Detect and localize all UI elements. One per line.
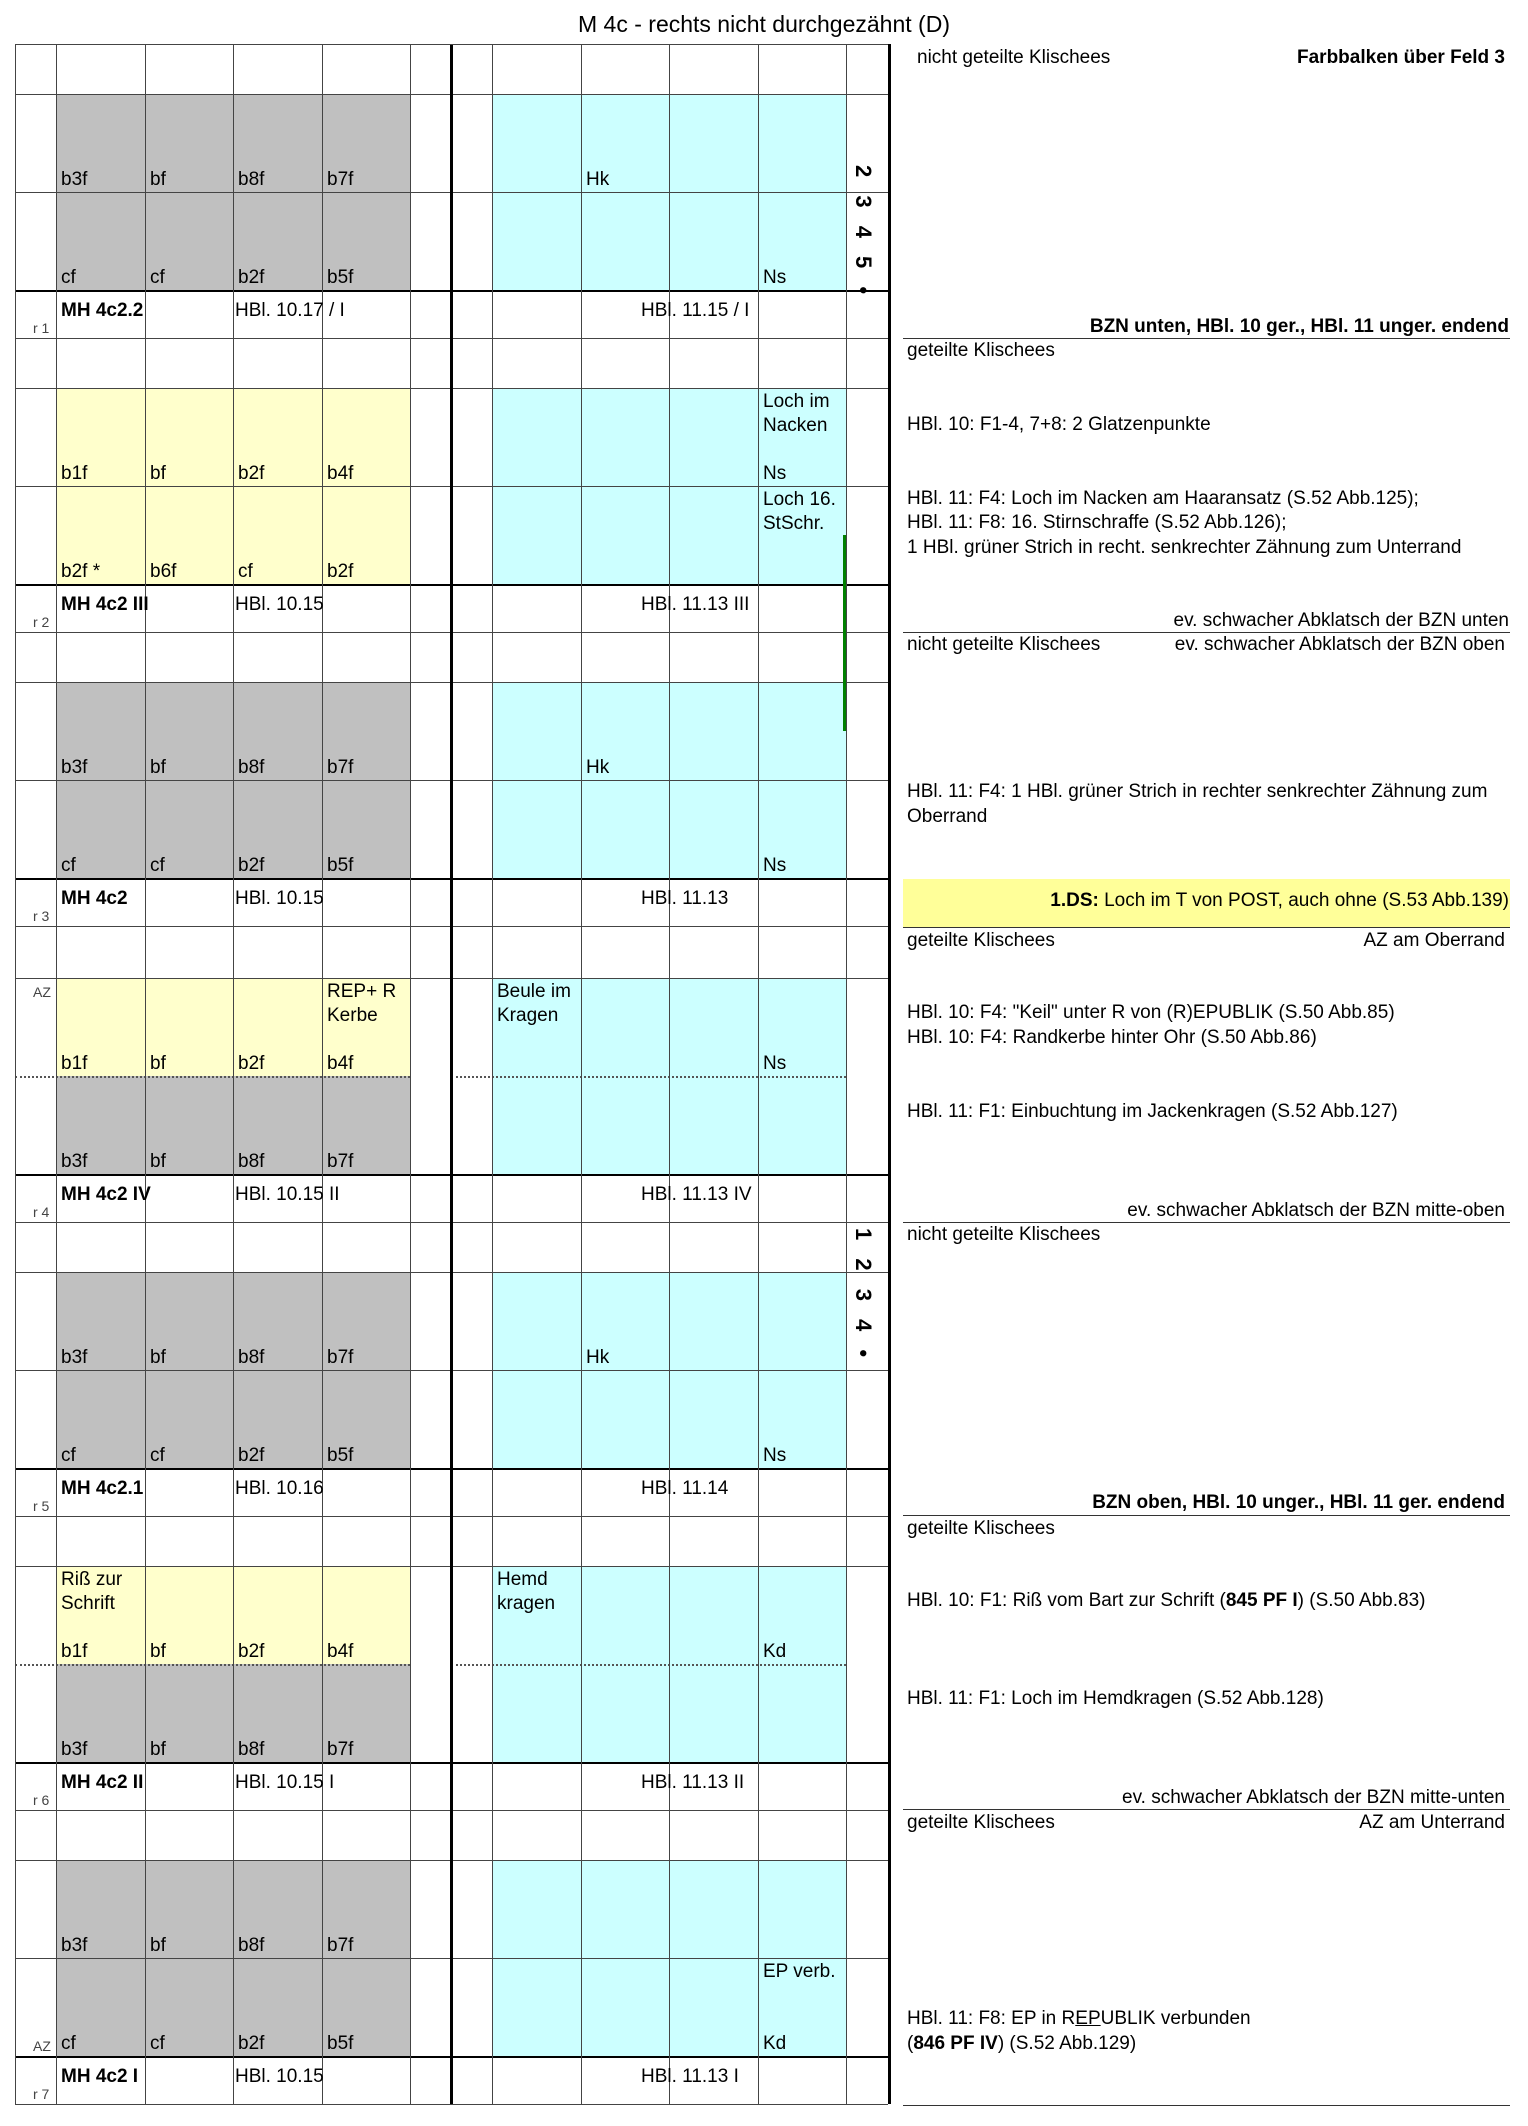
col-line-9: [581, 44, 582, 2104]
left-bottom-label-2-4: b2f: [327, 561, 354, 582]
right-top-label-5-2: Hk: [586, 1347, 610, 1368]
row-label-2: r 2: [33, 614, 50, 630]
col-line-4: [233, 44, 234, 2104]
left-bottom-label-4-4: b7f: [327, 1151, 354, 1172]
side-numbers-top: 2 3 4 5 •: [851, 165, 876, 301]
left-bottom-label-6-3: b8f: [238, 1739, 265, 1760]
left-bottom-label-1-3: b2f: [238, 267, 265, 288]
right-hbl-4: HBl. 11.13 IV: [641, 1184, 752, 1205]
note-r4-line-2: HBl. 10: F4: Randkerbe hinter Ohr (S.50 Abb.86): [907, 1027, 1317, 1048]
left-code-6: MH 4c2 II: [61, 1772, 144, 1793]
left-hbl-5: HBl. 10.16: [235, 1478, 324, 1499]
row-line-end-7: [15, 2104, 888, 2105]
left-code-1: MH 4c2.2: [61, 300, 144, 321]
col-line-2: [56, 44, 57, 2104]
left-bottom-label-5-1: cf: [61, 1445, 76, 1466]
separator-thick-line: [450, 44, 453, 2104]
left-top-label-3-1: b3f: [61, 757, 88, 778]
left-bottom-label-4-3: b8f: [238, 1151, 265, 1172]
note-r2-line-1: HBl. 10: F1-4, 7+8: 2 Glatzenpunkte: [907, 414, 1211, 435]
note-r6-footer: ev. schwacher Abklatsch der BZN mitte-unten: [1122, 1787, 1505, 1808]
note-r6-head-left: geteilte Klischees: [907, 1518, 1055, 1539]
col-line-6: [410, 44, 411, 2104]
left-top-label-7-2: bf: [150, 1935, 166, 1956]
note-r2-line-4: 1 HBl. grüner Strich in recht. senkrechter Zähnung zum Unterrand: [907, 537, 1462, 558]
left-top-label-7-3: b8f: [238, 1935, 265, 1956]
left-bottom-label-2-1: b2f *: [61, 561, 101, 582]
note-r2-line-2: HBl. 11: F4: Loch im Nacken am Haaransatz (S.52 Abb.125);: [907, 488, 1419, 509]
col-line-1: [15, 44, 16, 2104]
left-top-label-4-4: b4f: [327, 1053, 354, 1074]
left-top-label-2-1: b1f: [61, 463, 88, 484]
note-r2-head-left: geteilte Klischees: [907, 340, 1055, 361]
note-r7-rule: [903, 2105, 1510, 2106]
left-top-label-1-3: b8f: [238, 169, 265, 190]
right-edge-line: [888, 44, 891, 2104]
right-bottom-label-1-4: Ns: [763, 267, 787, 288]
right-bottom-label-3-4: Ns: [763, 855, 787, 876]
note-r6-line-2: HBl. 11: F1: Loch im Hemdkragen (S.52 Abb.128): [907, 1688, 1324, 1709]
right-top-bottom-4: Ns: [763, 1053, 787, 1074]
left-bottom-label-3-1: cf: [61, 855, 76, 876]
left-top-label-1-1: b3f: [61, 169, 88, 190]
left-bottom-label-5-2: cf: [150, 1445, 165, 1466]
left-bottom-label-5-4: b5f: [327, 1445, 354, 1466]
right-top-note-2: Loch im Nacken: [763, 391, 830, 436]
note-r4-footer: ev. schwacher Abklatsch der BZN mitte-oben: [1127, 1200, 1505, 1221]
note-r3-head-right: ev. schwacher Abklatsch der BZN oben: [1174, 634, 1505, 655]
right-hbl-1: HBl. 11.15 / I: [641, 300, 750, 321]
az-label-4: AZ: [33, 984, 51, 1000]
side-numbers-mid: 1 2 3 4 •: [851, 1228, 876, 1364]
left-bottom-label-2-3: cf: [238, 561, 253, 582]
right-hbl-2: HBl. 11.13 III: [641, 594, 750, 615]
note-r3-head-left: nicht geteilte Klischees: [907, 634, 1101, 655]
left-bottom-label-7-2: cf: [150, 2033, 165, 2054]
note-r6-line-1-c: ) (S.50 Abb.83): [1297, 1590, 1426, 1611]
left-bottom-label-1-4: b5f: [327, 267, 354, 288]
left-top-label-5-2: bf: [150, 1347, 166, 1368]
note-r1-footer: BZN unten, HBl. 10 ger., HBl. 11 unger. endend: [1089, 316, 1509, 337]
note-r7-line-1-c: UBLIK verbunden: [1100, 2008, 1251, 2029]
left-top-label-4-1: b1f: [61, 1053, 88, 1074]
note-r4-line-1: HBl. 10: F4: "Keil" unter R von (R)EPUBLIK (S.50 Abb.85): [907, 1002, 1395, 1023]
note-r1-head-left: nicht geteilte Klischees: [917, 47, 1111, 68]
note-r3-rule: [903, 927, 1510, 928]
left-top-label-3-4: b7f: [327, 757, 354, 778]
az-label-7: AZ: [33, 2038, 51, 2054]
right-top-note-4: Beule im Kragen: [497, 981, 571, 1026]
left-top-label-6-1: b1f: [61, 1641, 88, 1662]
note-r6-line-1-a: HBl. 10: F1: Riß vom Bart zur Schrift (: [907, 1590, 1226, 1611]
note-r7-line-1-a: HBl. 11: F8: EP in R: [907, 2008, 1076, 2029]
note-r1-head-right: Farbbalken über Feld 3: [1297, 47, 1505, 68]
right-bottom-bottom-7: Kd: [763, 2033, 787, 2054]
col-line-12: [846, 44, 847, 2104]
left-bottom-label-2-2: b6f: [150, 561, 177, 582]
table-top-line: [15, 44, 888, 45]
left-top-label-5-4: b7f: [327, 1347, 354, 1368]
left-code-4: MH 4c2 IV: [61, 1184, 151, 1205]
left-top-note-first-6: Riß zur Schrift: [61, 1569, 123, 1614]
left-hbl-1: HBl. 10.17 / I: [235, 300, 345, 321]
green-stroke-mark: [843, 535, 846, 731]
row-line-dotted-right-6: [451, 1664, 846, 1666]
left-bottom-label-7-3: b2f: [238, 2033, 265, 2054]
page-title: M 4c - rechts nicht durchgezähnt (D): [578, 11, 950, 37]
left-bottom-label-1-1: cf: [61, 267, 76, 288]
left-bottom-label-5-3: b2f: [238, 1445, 265, 1466]
right-top-bottom-2: Ns: [763, 463, 787, 484]
left-top-label-1-2: bf: [150, 169, 166, 190]
left-top-label-7-4: b7f: [327, 1935, 354, 1956]
col-line-10: [669, 44, 670, 2104]
left-top-label-2-3: b2f: [238, 463, 265, 484]
left-bottom-label-3-2: cf: [150, 855, 165, 876]
right-top-note-6: Hemd kragen: [497, 1569, 556, 1614]
note-r2-footer: ev. schwacher Abklatsch der BZN unten: [1173, 610, 1509, 631]
note-r4-line-3: HBl. 11: F1: Einbuchtung im Jackenkragen (S.52 Abb.127): [907, 1101, 1398, 1122]
left-bottom-label-4-1: b3f: [61, 1151, 88, 1172]
left-top-label-4-2: bf: [150, 1053, 166, 1074]
note-r6-line-1: [907, 1589, 1425, 1613]
row-label-7: r 7: [33, 2086, 50, 2102]
left-code-7: MH 4c2 I: [61, 2066, 139, 2087]
right-hbl-7: HBl. 11.13 I: [641, 2066, 739, 2087]
left-bottom-label-6-4: b7f: [327, 1739, 354, 1760]
col-line-5: [322, 44, 323, 2104]
left-top-label-3-3: b8f: [238, 757, 265, 778]
left-code-5: MH 4c2.1: [61, 1478, 144, 1499]
left-top-label-6-3: b2f: [238, 1641, 265, 1662]
note-r7-head-right: AZ am Unterrand: [1359, 1812, 1505, 1833]
left-hbl-4: HBl. 10.15 II: [235, 1184, 340, 1205]
ds-label: 1.DS:: [1050, 890, 1099, 911]
note-r5-footer: BZN oben, HBl. 10 unger., HBl. 11 ger. endend: [1092, 1492, 1505, 1513]
left-bottom-label-6-2: bf: [150, 1739, 166, 1760]
col-line-11: [758, 44, 759, 2104]
left-bottom-label-7-1: cf: [61, 2033, 76, 2054]
left-top-label-2-2: bf: [150, 463, 166, 484]
left-bottom-label-7-4: b5f: [327, 2033, 354, 2054]
left-hbl-6: HBl. 10.15 I: [235, 1772, 335, 1793]
left-top-label-4-3: b2f: [238, 1053, 265, 1074]
left-top-label-5-3: b8f: [238, 1347, 265, 1368]
row-label-6: r 6: [33, 1792, 50, 1808]
row-label-4: r 4: [33, 1204, 50, 1220]
note-r7-line-2-a: (: [907, 2033, 914, 2054]
note-r6-line-1-b: 845 PF I: [1225, 1590, 1298, 1611]
left-bottom-label-4-2: bf: [150, 1151, 166, 1172]
left-bottom-label-1-2: cf: [150, 267, 165, 288]
note-r7-line-2-b: 846 PF IV: [913, 2033, 998, 2054]
right-hbl-5: HBl. 11.14: [641, 1478, 729, 1499]
left-top-label-2-4: b4f: [327, 463, 354, 484]
col-line-8: [492, 44, 493, 2104]
right-top-bottom-6: Kd: [763, 1641, 787, 1662]
right-bottom-note-2: Loch 16. StSchr.: [763, 489, 836, 534]
left-hbl-7: HBl. 10.15: [235, 2066, 324, 2087]
right-bottom-note-7: EP verb.: [763, 1961, 836, 1982]
right-top-label-3-2: Hk: [586, 757, 610, 778]
left-hbl-2: HBl. 10.15: [235, 594, 324, 615]
left-code-3: MH 4c2: [61, 888, 128, 909]
ds-text: Loch im T von POST, auch ohne (S.53 Abb.139): [1104, 890, 1509, 911]
left-top-label-6-2: bf: [150, 1641, 166, 1662]
note-r7-line-2: [907, 2032, 1136, 2056]
note-r7-line-1: [907, 2007, 1251, 2031]
row-label-3: r 3: [33, 908, 50, 924]
left-hbl-3: HBl. 10.15: [235, 888, 324, 909]
note-r3-line-1: HBl. 11: F4: 1 HBl. grüner Strich in rechter senkrechter Zähnung zum: [907, 781, 1488, 802]
note-r7-line-2-c: ) (S.52 Abb.129): [997, 2033, 1137, 2054]
col-line-3: [145, 44, 146, 2104]
left-bottom-label-3-3: b2f: [238, 855, 265, 876]
right-hbl-3: HBl. 11.13: [641, 888, 729, 909]
note-r6-rule: [903, 1809, 1510, 1810]
note-r5-rule: [903, 1515, 1510, 1516]
left-code-2: MH 4c2 III: [61, 594, 149, 615]
row-line-dotted-right-4: [451, 1076, 846, 1078]
note-r3-ds-line: [1050, 889, 1509, 913]
left-top-label-1-4: b7f: [327, 169, 354, 190]
left-bottom-label-6-1: b3f: [61, 1739, 88, 1760]
note-r7-line-1-u: EP: [1075, 2008, 1101, 2029]
note-r5-head-left: nicht geteilte Klischees: [907, 1224, 1101, 1245]
row-line-dotted-left-4: [15, 1076, 410, 1078]
left-top-note-4: REP+ R Kerbe: [327, 981, 397, 1026]
row-label-1: r 1: [33, 320, 50, 336]
note-r3-line-2: Oberrand: [907, 806, 988, 827]
left-top-label-7-1: b3f: [61, 1935, 88, 1956]
left-top-label-3-2: bf: [150, 757, 166, 778]
row-line-dotted-left-6: [15, 1664, 410, 1666]
left-top-label-5-1: b3f: [61, 1347, 88, 1368]
right-top-label-1-2: Hk: [586, 169, 610, 190]
note-r2-line-3: HBl. 11: F8: 16. Stirnschraffe (S.52 Abb.126);: [907, 512, 1287, 533]
right-hbl-6: HBl. 11.13 II: [641, 1772, 745, 1793]
note-r4-head-right: AZ am Oberrand: [1363, 930, 1505, 951]
right-bottom-label-5-4: Ns: [763, 1445, 787, 1466]
left-top-label-6-4: b4f: [327, 1641, 354, 1662]
note-r4-head-left: geteilte Klischees: [907, 930, 1055, 951]
left-bottom-label-3-4: b5f: [327, 855, 354, 876]
note-r7-head-left: geteilte Klischees: [907, 1812, 1055, 1833]
row-label-5: r 5: [33, 1498, 50, 1514]
